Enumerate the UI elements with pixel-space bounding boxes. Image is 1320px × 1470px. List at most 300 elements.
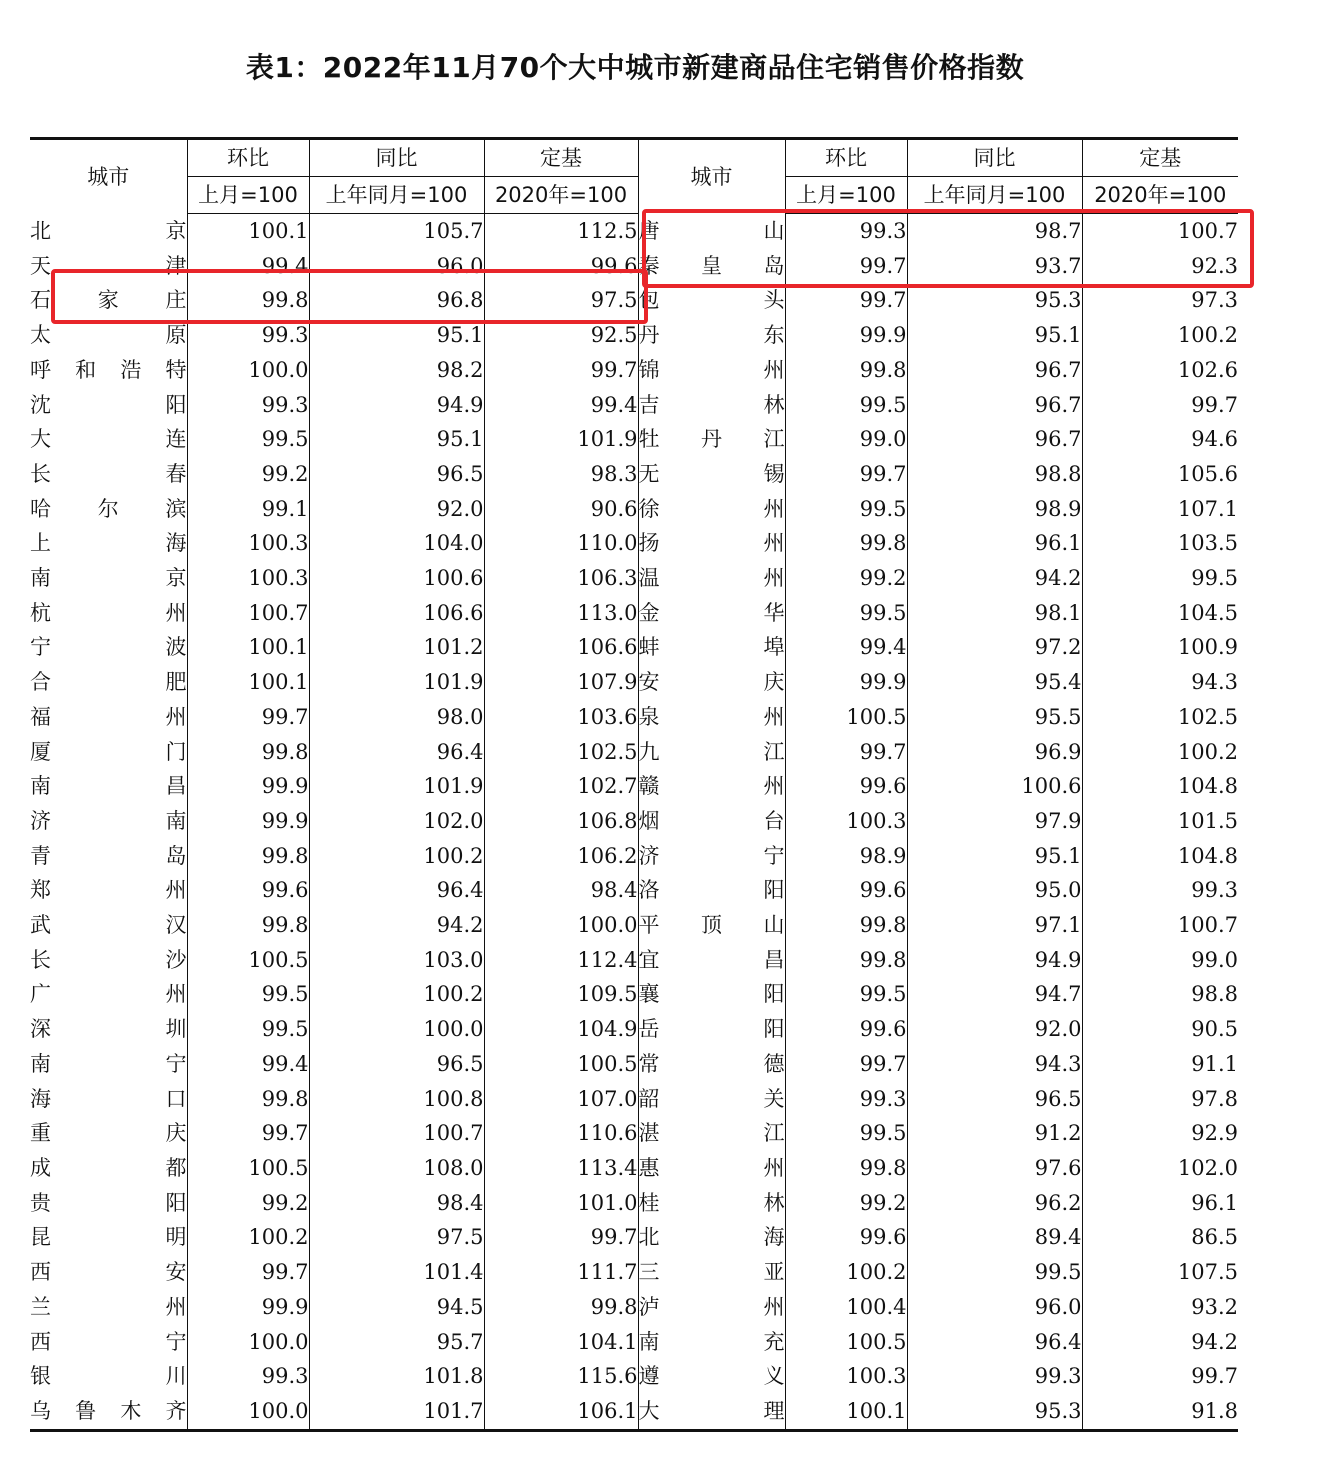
fixed-value-left: 98.4 (484, 873, 638, 908)
mom-value-left: 99.6 (187, 873, 309, 908)
yoy-value-right: 98.8 (907, 457, 1082, 492)
city-name-right: 湛江 (638, 1116, 785, 1151)
mom-value-left: 100.5 (187, 1151, 309, 1186)
city-name-left: 福州 (30, 704, 187, 729)
mom-value-left: 100.0 (187, 1325, 309, 1360)
yoy-value-left: 101.7 (309, 1394, 484, 1430)
fixed-value-left: 115.6 (484, 1359, 638, 1394)
city-name-left: 青岛 (30, 843, 187, 868)
fixed-value-left: 106.8 (484, 804, 638, 839)
mom-value-right: 99.6 (785, 1012, 907, 1047)
mom-value-left: 99.1 (187, 492, 309, 527)
yoy-value-right: 95.1 (907, 839, 1082, 874)
yoy-value-left: 101.4 (309, 1255, 484, 1290)
city-name-right: 唐山 (638, 214, 785, 249)
fixed-value-right: 92.3 (1082, 249, 1238, 284)
table-row (30, 1290, 1238, 1325)
yoy-value-right: 98.9 (907, 492, 1082, 527)
yoy-value-left: 96.8 (309, 283, 484, 318)
city-name-left: 天津 (30, 253, 187, 278)
fixed-value-right: 93.2 (1082, 1290, 1238, 1325)
fixed-value-left: 106.3 (484, 561, 638, 596)
city-name-right: 宜昌 (638, 943, 785, 978)
city-name-right: 惠州 (638, 1151, 785, 1186)
table-row (30, 457, 1238, 492)
table-row (30, 492, 1238, 527)
mom-value-left: 100.3 (187, 526, 309, 561)
mom-value-left: 99.4 (187, 1047, 309, 1082)
fixed-value-left: 107.9 (484, 665, 638, 700)
city-name-left: 成都 (30, 1155, 187, 1180)
yoy-value-right: 96.4 (907, 1325, 1082, 1360)
mom-value-left: 99.8 (187, 908, 309, 943)
fixed-value-left: 112.5 (484, 214, 638, 249)
header-row-top (30, 139, 1238, 177)
fixed-value-left: 112.4 (484, 943, 638, 978)
yoy-value-right: 95.4 (907, 665, 1082, 700)
city-name-left: 南宁 (30, 1051, 187, 1076)
fixed-value-right: 96.1 (1082, 1186, 1238, 1221)
fixed-value-right: 90.5 (1082, 1012, 1238, 1047)
mom-value-left: 99.9 (187, 804, 309, 839)
fixed-value-right: 97.3 (1082, 283, 1238, 318)
fixed-value-right: 97.8 (1082, 1082, 1238, 1117)
header-fixed-left: 定基 (484, 139, 638, 177)
city-name-left: 武汉 (30, 913, 187, 938)
fixed-value-right: 102.6 (1082, 353, 1238, 388)
yoy-value-left: 95.7 (309, 1325, 484, 1360)
table-row (30, 1116, 1238, 1151)
city-name-right: 安庆 (638, 665, 785, 700)
yoy-value-right: 95.3 (907, 283, 1082, 318)
fixed-value-right: 99.7 (1082, 388, 1238, 423)
mom-value-right: 99.7 (785, 1047, 907, 1082)
yoy-value-left: 94.2 (309, 908, 484, 943)
yoy-value-left: 102.0 (309, 804, 484, 839)
page-title: 表1：2022年11月70个大中城市新建商品住宅销售价格指数 (245, 51, 1025, 84)
fixed-value-right: 86.5 (1082, 1220, 1238, 1255)
highlight-box-shijiazhuang (51, 269, 648, 324)
table-row (30, 873, 1238, 908)
fixed-value-left: 99.7 (484, 1220, 638, 1255)
mom-value-right: 99.5 (785, 977, 907, 1012)
city-name-left: 石家庄 (30, 288, 187, 313)
yoy-value-right: 99.5 (907, 1255, 1082, 1290)
fixed-value-right: 94.3 (1082, 665, 1238, 700)
header-yoy-base-left: 上年同月=100 (309, 177, 484, 214)
table-row (30, 630, 1238, 665)
mom-value-left: 99.7 (187, 1116, 309, 1151)
mom-value-right: 99.8 (785, 1151, 907, 1186)
yoy-value-right: 92.0 (907, 1012, 1082, 1047)
fixed-value-right: 100.2 (1082, 318, 1238, 353)
mom-value-right: 99.3 (785, 1082, 907, 1117)
yoy-value-left: 100.2 (309, 839, 484, 874)
city-name-left: 上海 (30, 531, 187, 556)
header-mom-base-right: 上月=100 (785, 177, 907, 214)
mom-value-left: 99.7 (187, 700, 309, 735)
table-row (30, 388, 1238, 423)
yoy-value-right: 93.7 (907, 249, 1082, 284)
fixed-value-left: 113.0 (484, 596, 638, 631)
yoy-value-right: 94.7 (907, 977, 1082, 1012)
yoy-value-right: 94.9 (907, 943, 1082, 978)
fixed-value-left: 106.6 (484, 630, 638, 665)
fixed-value-left: 110.0 (484, 526, 638, 561)
mom-value-left: 99.9 (187, 1290, 309, 1325)
mom-value-right: 100.2 (785, 1255, 907, 1290)
yoy-value-left: 95.1 (309, 318, 484, 353)
city-name-left: 银川 (30, 1364, 187, 1389)
yoy-value-left: 96.0 (309, 249, 484, 284)
city-name-right: 金华 (638, 596, 785, 631)
mom-value-left: 100.0 (187, 353, 309, 388)
fixed-value-right: 104.8 (1082, 839, 1238, 874)
yoy-value-left: 98.0 (309, 700, 484, 735)
fixed-value-left: 92.5 (484, 318, 638, 353)
table-row (30, 769, 1238, 804)
city-name-left: 合肥 (30, 670, 187, 695)
header-fixed-right: 定基 (1082, 139, 1238, 177)
table-row (30, 977, 1238, 1012)
yoy-value-right: 95.5 (907, 700, 1082, 735)
price-index-table (30, 137, 1238, 1432)
city-name-right: 韶关 (638, 1082, 785, 1117)
table-row (30, 422, 1238, 457)
yoy-value-right: 98.7 (907, 214, 1082, 249)
city-name-left: 哈尔滨 (30, 496, 187, 521)
yoy-value-right: 95.3 (907, 1394, 1082, 1430)
yoy-value-left: 92.0 (309, 492, 484, 527)
mom-value-left: 99.2 (187, 1186, 309, 1221)
fixed-value-left: 101.9 (484, 422, 638, 457)
fixed-value-left: 98.3 (484, 457, 638, 492)
mom-value-left: 99.5 (187, 977, 309, 1012)
yoy-value-left: 108.0 (309, 1151, 484, 1186)
yoy-value-left: 101.9 (309, 665, 484, 700)
table-row (30, 908, 1238, 943)
city-name-left: 重庆 (30, 1121, 187, 1146)
fixed-value-right: 94.2 (1082, 1325, 1238, 1360)
yoy-value-left: 100.0 (309, 1012, 484, 1047)
fixed-value-right: 99.7 (1082, 1359, 1238, 1394)
table-row (30, 804, 1238, 839)
city-name-right: 常德 (638, 1047, 785, 1082)
city-name-right: 襄阳 (638, 977, 785, 1012)
fixed-value-left: 107.0 (484, 1082, 638, 1117)
yoy-value-left: 96.5 (309, 457, 484, 492)
yoy-value-right: 96.2 (907, 1186, 1082, 1221)
fixed-value-right: 101.5 (1082, 804, 1238, 839)
city-name-left: 杭州 (30, 600, 187, 625)
yoy-value-right: 98.1 (907, 596, 1082, 631)
city-name-right: 桂林 (638, 1186, 785, 1221)
mom-value-right: 99.7 (785, 249, 907, 284)
table-row (30, 1047, 1238, 1082)
header-city-left: 城市 (30, 139, 187, 214)
yoy-value-right: 94.3 (907, 1047, 1082, 1082)
yoy-value-left: 94.9 (309, 388, 484, 423)
table-row (30, 561, 1238, 596)
city-name-right: 岳阳 (638, 1012, 785, 1047)
city-name-right: 泸州 (638, 1290, 785, 1325)
fixed-value-right: 105.6 (1082, 457, 1238, 492)
fixed-value-right: 100.7 (1082, 214, 1238, 249)
header-fixed-base-right: 2020年=100 (1082, 177, 1238, 214)
mom-value-left: 100.2 (187, 1220, 309, 1255)
fixed-value-left: 101.0 (484, 1186, 638, 1221)
fixed-value-left: 90.6 (484, 492, 638, 527)
mom-value-left: 99.3 (187, 318, 309, 353)
table-row (30, 1220, 1238, 1255)
table-row (30, 1186, 1238, 1221)
table-row (30, 665, 1238, 700)
mom-value-left: 99.4 (187, 249, 309, 284)
table-row (30, 700, 1238, 735)
yoy-value-right: 96.5 (907, 1082, 1082, 1117)
yoy-value-right: 89.4 (907, 1220, 1082, 1255)
mom-value-right: 99.7 (785, 283, 907, 318)
city-name-right: 北海 (638, 1220, 785, 1255)
mom-value-left: 99.3 (187, 388, 309, 423)
table-row (30, 353, 1238, 388)
fixed-value-right: 91.8 (1082, 1394, 1238, 1430)
yoy-value-right: 97.9 (907, 804, 1082, 839)
city-name-left: 厦门 (30, 739, 187, 764)
city-name-right: 包头 (638, 283, 785, 318)
city-name-left: 广州 (30, 982, 187, 1007)
fixed-value-right: 102.0 (1082, 1151, 1238, 1186)
mom-value-left: 99.7 (187, 1255, 309, 1290)
mom-value-left: 99.3 (187, 1359, 309, 1394)
yoy-value-left: 101.9 (309, 769, 484, 804)
fixed-value-right: 100.2 (1082, 735, 1238, 770)
table-body (30, 214, 1238, 1431)
city-name-left: 南昌 (30, 774, 187, 799)
city-name-left: 宁波 (30, 635, 187, 660)
mom-value-left: 99.8 (187, 1082, 309, 1117)
mom-value-left: 99.8 (187, 839, 309, 874)
mom-value-left: 99.5 (187, 1012, 309, 1047)
yoy-value-left: 106.6 (309, 596, 484, 631)
fixed-value-right: 103.5 (1082, 526, 1238, 561)
yoy-value-left: 98.4 (309, 1186, 484, 1221)
yoy-value-left: 97.5 (309, 1220, 484, 1255)
fixed-value-right: 99.5 (1082, 561, 1238, 596)
mom-value-left: 100.0 (187, 1394, 309, 1430)
fixed-value-left: 102.7 (484, 769, 638, 804)
yoy-value-right: 96.1 (907, 526, 1082, 561)
mom-value-left: 100.3 (187, 561, 309, 596)
city-name-left: 太原 (30, 323, 187, 348)
city-name-right: 赣州 (638, 769, 785, 804)
yoy-value-right: 91.2 (907, 1116, 1082, 1151)
yoy-value-right: 94.2 (907, 561, 1082, 596)
fixed-value-right: 100.7 (1082, 908, 1238, 943)
city-name-left: 兰州 (30, 1294, 187, 1319)
city-name-left: 乌鲁木齐 (30, 1394, 187, 1430)
city-name-left: 昆明 (30, 1225, 187, 1250)
mom-value-right: 99.5 (785, 388, 907, 423)
yoy-value-left: 100.6 (309, 561, 484, 596)
fixed-value-right: 91.1 (1082, 1047, 1238, 1082)
table-row (30, 735, 1238, 770)
mom-value-right: 99.8 (785, 943, 907, 978)
yoy-value-left: 103.0 (309, 943, 484, 978)
mom-value-right: 100.5 (785, 700, 907, 735)
table-row (30, 1325, 1238, 1360)
yoy-value-left: 96.4 (309, 873, 484, 908)
yoy-value-right: 95.1 (907, 318, 1082, 353)
mom-value-right: 99.2 (785, 1186, 907, 1221)
city-name-right: 温州 (638, 561, 785, 596)
fixed-value-right: 104.8 (1082, 769, 1238, 804)
city-name-left: 南京 (30, 566, 187, 591)
header-mom-right: 环比 (785, 139, 907, 177)
highlight-box-tangshan-qinhuangdao (642, 209, 1254, 288)
fixed-value-left: 100.5 (484, 1047, 638, 1082)
city-name-right: 三亚 (638, 1255, 785, 1290)
fixed-value-right: 107.5 (1082, 1255, 1238, 1290)
header-mom-base-left: 上月=100 (187, 177, 309, 214)
city-name-left: 贵阳 (30, 1190, 187, 1215)
city-name-left: 西宁 (30, 1329, 187, 1354)
city-name-right: 洛阳 (638, 873, 785, 908)
city-name-right: 平顶山 (638, 908, 785, 943)
yoy-value-left: 101.2 (309, 630, 484, 665)
fixed-value-left: 97.5 (484, 283, 638, 318)
city-name-right: 九江 (638, 735, 785, 770)
mom-value-right: 99.7 (785, 735, 907, 770)
yoy-value-right: 99.3 (907, 1359, 1082, 1394)
fixed-value-right: 104.5 (1082, 596, 1238, 631)
yoy-value-left: 101.8 (309, 1359, 484, 1394)
fixed-value-left: 110.6 (484, 1116, 638, 1151)
yoy-value-left: 104.0 (309, 526, 484, 561)
mom-value-right: 99.8 (785, 526, 907, 561)
mom-value-left: 99.8 (187, 735, 309, 770)
fixed-value-left: 99.8 (484, 1290, 638, 1325)
mom-value-left: 99.5 (187, 422, 309, 457)
mom-value-right: 99.3 (785, 214, 907, 249)
city-name-left: 长春 (30, 461, 187, 486)
city-name-right: 济宁 (638, 839, 785, 874)
yoy-value-right: 97.2 (907, 630, 1082, 665)
city-name-left: 郑州 (30, 878, 187, 903)
table-row (30, 596, 1238, 631)
yoy-value-right: 96.7 (907, 388, 1082, 423)
mom-value-right: 99.2 (785, 561, 907, 596)
mom-value-right: 100.5 (785, 1325, 907, 1360)
fixed-value-left: 103.6 (484, 700, 638, 735)
yoy-value-left: 94.5 (309, 1290, 484, 1325)
table-row (30, 1359, 1238, 1394)
header-yoy-left: 同比 (309, 139, 484, 177)
city-name-right: 秦皇岛 (638, 249, 785, 284)
mom-value-right: 99.6 (785, 769, 907, 804)
table-row (30, 943, 1238, 978)
fixed-value-left: 102.5 (484, 735, 638, 770)
mom-value-left: 100.1 (187, 630, 309, 665)
fixed-value-right: 94.6 (1082, 422, 1238, 457)
city-name-left: 呼和浩特 (30, 357, 187, 382)
mom-value-right: 99.5 (785, 1116, 907, 1151)
yoy-value-right: 97.6 (907, 1151, 1082, 1186)
city-name-right: 泉州 (638, 700, 785, 735)
city-name-left: 沈阳 (30, 392, 187, 417)
fixed-value-left: 111.7 (484, 1255, 638, 1290)
mom-value-right: 98.9 (785, 839, 907, 874)
table-row (30, 1012, 1238, 1047)
city-name-right: 蚌埠 (638, 630, 785, 665)
yoy-value-right: 96.7 (907, 353, 1082, 388)
fixed-value-left: 104.9 (484, 1012, 638, 1047)
mom-value-left: 99.2 (187, 457, 309, 492)
yoy-value-left: 95.1 (309, 422, 484, 457)
table-row (30, 526, 1238, 561)
mom-value-right: 99.6 (785, 873, 907, 908)
mom-value-left: 100.1 (187, 665, 309, 700)
fixed-value-right: 100.9 (1082, 630, 1238, 665)
header-city-right: 城市 (638, 139, 785, 214)
city-name-left: 大连 (30, 427, 187, 452)
fixed-value-left: 99.6 (484, 249, 638, 284)
fixed-value-right: 92.9 (1082, 1116, 1238, 1151)
header-mom-left: 环比 (187, 139, 309, 177)
city-name-right: 南充 (638, 1325, 785, 1360)
table-row (30, 1394, 1238, 1430)
fixed-value-left: 100.0 (484, 908, 638, 943)
fixed-value-right: 102.5 (1082, 700, 1238, 735)
mom-value-left: 100.7 (187, 596, 309, 631)
city-name-right: 无锡 (638, 457, 785, 492)
mom-value-right: 100.3 (785, 804, 907, 839)
city-name-right: 丹东 (638, 318, 785, 353)
yoy-value-right: 96.7 (907, 422, 1082, 457)
mom-value-right: 99.0 (785, 422, 907, 457)
mom-value-left: 100.5 (187, 943, 309, 978)
header-yoy-right: 同比 (907, 139, 1082, 177)
yoy-value-left: 96.4 (309, 735, 484, 770)
mom-value-right: 99.7 (785, 457, 907, 492)
mom-value-right: 99.9 (785, 665, 907, 700)
city-name-left: 北京 (30, 218, 187, 243)
fixed-value-left: 106.2 (484, 839, 638, 874)
mom-value-left: 99.8 (187, 283, 309, 318)
fixed-value-left: 113.4 (484, 1151, 638, 1186)
fixed-value-right: 99.0 (1082, 943, 1238, 978)
header-fixed-base-left: 2020年=100 (484, 177, 638, 214)
yoy-value-right: 96.9 (907, 735, 1082, 770)
city-name-right: 锦州 (638, 353, 785, 388)
city-name-right: 吉林 (638, 388, 785, 423)
yoy-value-right: 97.1 (907, 908, 1082, 943)
city-name-right: 扬州 (638, 526, 785, 561)
mom-value-right: 99.5 (785, 492, 907, 527)
city-name-right: 遵义 (638, 1359, 785, 1394)
fixed-value-left: 99.4 (484, 388, 638, 423)
city-name-left: 西安 (30, 1260, 187, 1285)
city-name-left: 济南 (30, 808, 187, 833)
mom-value-right: 100.1 (785, 1394, 907, 1430)
city-name-right: 牡丹江 (638, 422, 785, 457)
mom-value-right: 100.4 (785, 1290, 907, 1325)
fixed-value-right: 107.1 (1082, 492, 1238, 527)
header-yoy-base-right: 上年同月=100 (907, 177, 1082, 214)
header-row-bottom (30, 177, 1238, 214)
yoy-value-right: 100.6 (907, 769, 1082, 804)
yoy-value-right: 95.0 (907, 873, 1082, 908)
